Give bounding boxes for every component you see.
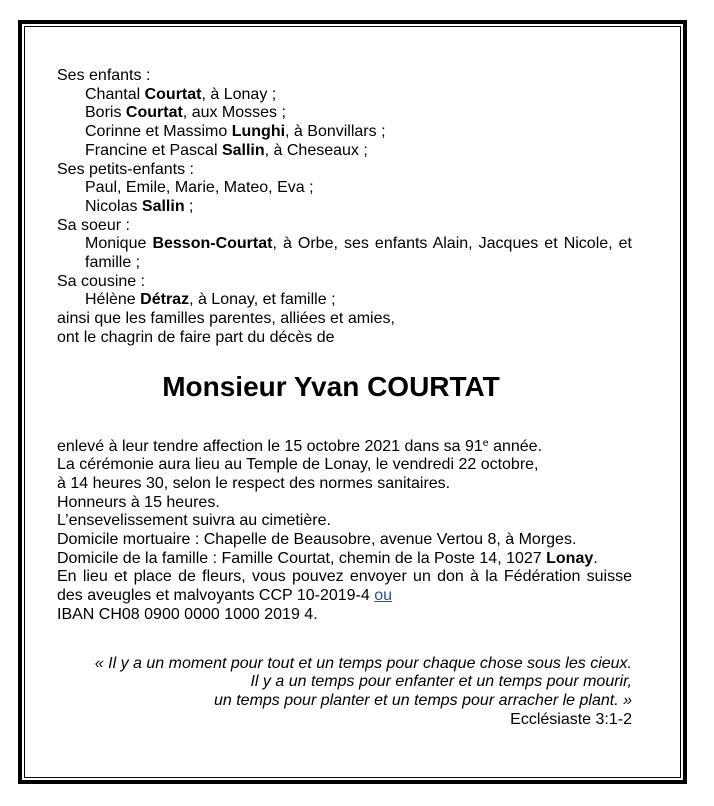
text-run: Monique [85, 235, 153, 253]
text-run: Domicile de la famille : Famille Courtat, chemin de la Poste 14, 1027 [57, 549, 547, 567]
detail-line [57, 550, 632, 569]
quote-section [57, 655, 632, 730]
closing-line [57, 329, 632, 348]
text-run: En lieu et place de fleurs, vous pouvez envoyer un don à la Fédération suisse [57, 568, 632, 586]
page-border-inner-line [24, 26, 681, 778]
relation-heading [57, 273, 632, 292]
text-run: enlevé à leur tendre affection le 15 octobre 2021 dans sa 91 [57, 437, 483, 455]
text-run: Paul, Emile, Marie, Mateo, Eva ; [85, 179, 314, 197]
text-run: Boris [85, 104, 126, 122]
text-run: Honneurs à 15 heures. [57, 493, 220, 511]
relation-heading [57, 67, 632, 86]
person-line-continuation [57, 254, 632, 273]
text-run: , à Cheseaux ; [264, 141, 368, 159]
deceased-name-title: Monsieur Yvan COURTAT [162, 370, 500, 402]
text-run: La cérémonie aura lieu au Temple de Lonay, le vendredi 22 octobre, [57, 456, 539, 474]
text-run: Il y a un temps pour enfanter et un temps pour mourir, [250, 673, 632, 691]
text-run: Chantal [85, 85, 145, 103]
text-run: ainsi que les familles parentes, alliées et amies, [57, 310, 395, 328]
person-line [57, 291, 632, 310]
quote-line [57, 655, 632, 674]
quote-attribution [57, 711, 632, 730]
text-run: année. [488, 437, 543, 455]
detail-line [57, 475, 632, 494]
detail-line [57, 438, 632, 457]
text-run: IBAN CH08 0900 0000 1000 2019 4. [57, 605, 318, 623]
family-section [57, 67, 632, 348]
bold-text-run: Sallin [221, 141, 265, 159]
text-run: un temps pour planter et un temps pour arracher le plant. » [213, 691, 632, 709]
quote-line [57, 692, 632, 711]
text-run: Ecclésiaste 3:1-2 [510, 710, 632, 728]
person-line [57, 104, 632, 123]
relation-heading [57, 217, 632, 236]
person-line [57, 198, 632, 217]
person-line [57, 179, 632, 198]
text-run: e [482, 436, 489, 449]
text-run: Domicile mortuaire : Chapelle de Beausobre, avenue Vertou 8, à Morges. [57, 531, 577, 549]
text-run: Sa cousine : [57, 272, 146, 290]
text-run: des aveugles et malvoyants CCP 10-2019-4 [57, 587, 375, 605]
person-line [57, 142, 632, 161]
obituary-content [25, 27, 680, 777]
text-run: , à Lonay, et famille ; [189, 291, 336, 309]
bold-text-run: Sallin [141, 197, 185, 215]
bold-text-run: Courtat [144, 85, 202, 103]
bold-text-run: Lonay [546, 549, 594, 567]
detail-line [57, 456, 632, 475]
text-run: , à Orbe, ses enfants Alain, Jacques et Nicole, et [272, 235, 633, 253]
bold-text-run: Besson-Courtat [152, 235, 273, 253]
details-section [57, 438, 632, 625]
text-run: Ses petits-enfants : [57, 160, 194, 178]
text-run: Nicolas [85, 197, 142, 215]
text-run: . [593, 549, 598, 567]
detail-line [57, 494, 632, 513]
text-run: Hélène [85, 291, 141, 309]
text-run: L’ensevelissement suivra au cimetière. [57, 512, 331, 530]
detail-line [57, 568, 632, 587]
text-run: ; [184, 197, 194, 215]
text-run: ont le chagrin de faire part du décès de [57, 328, 335, 346]
text-run: à 14 heures 30, selon le respect des normes sanitaires. [57, 474, 451, 492]
donation-link-ou[interactable]: ou [374, 587, 393, 605]
detail-line [57, 531, 632, 550]
person-line [57, 235, 632, 254]
detail-line [57, 587, 632, 606]
bold-text-run: Lunghi [231, 123, 286, 141]
relation-heading [57, 161, 632, 180]
person-line [57, 123, 632, 142]
bold-text-run: Détraz [140, 291, 190, 309]
text-run: « Il y a un moment pour tout et un temps pour chaque chose sous les cieux. [94, 654, 632, 672]
bold-text-run: Courtat [125, 104, 183, 122]
quote-line [57, 673, 632, 692]
text-run: , à Bonvillars ; [285, 123, 386, 141]
text-run: Sa soeur : [57, 216, 130, 234]
text-run: , aux Mosses ; [182, 104, 286, 122]
detail-line [57, 512, 632, 531]
text-run: , à Lonay ; [201, 85, 277, 103]
closing-line [57, 310, 632, 329]
detail-line [57, 606, 632, 625]
page-border-frame [18, 20, 687, 784]
text-run: Ses enfants : [57, 67, 151, 84]
person-line [57, 86, 632, 105]
text-run: famille ; [85, 254, 141, 272]
text-run: Corinne et Massimo [85, 123, 232, 141]
text-run: Francine et Pascal [85, 141, 222, 159]
